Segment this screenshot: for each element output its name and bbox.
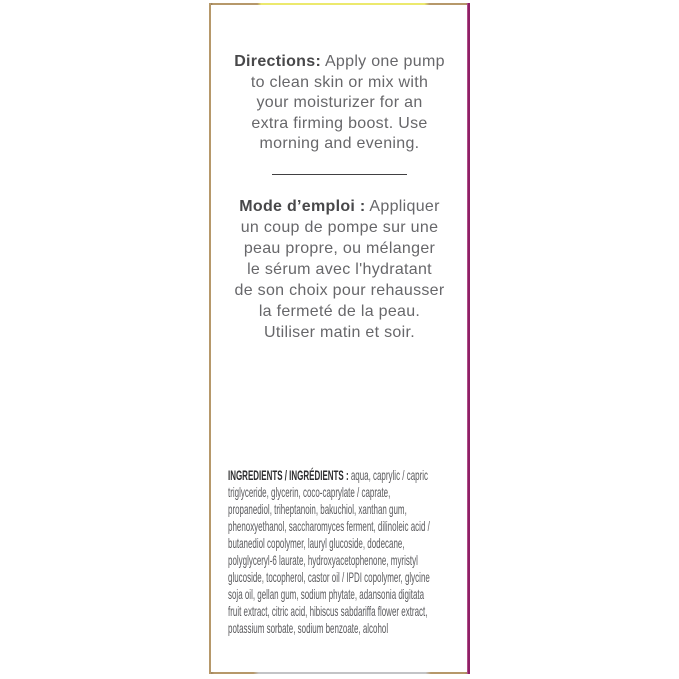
directions-line <box>209 52 470 73</box>
ingredients-line: fruit extract, citric acid, hibiscus sabdariffa flower extract, <box>228 603 428 619</box>
ingredients-label: INGREDIENTS / INGRÉDIENTS : <box>228 467 349 483</box>
ingredients-section <box>228 467 468 637</box>
mode-line: peau propre, ou mélanger <box>243 240 436 257</box>
ingredients-line: phenoxyethanol, saccharomyces ferment, dilinoleic acid / <box>228 518 430 534</box>
section-divider <box>272 174 407 175</box>
label-panel <box>209 3 470 674</box>
directions-line: morning and evening. <box>259 135 420 152</box>
mode-text: Appliquer <box>369 198 440 215</box>
ingredients-line: glucoside, tocopherol, castor oil / IPDI copolymer, glycine <box>228 569 430 585</box>
ingredients-line <box>228 467 428 484</box>
mode-line: le sérum avec l'hydratant <box>247 261 432 278</box>
ingredients-line: triglyceride, glycerin, coco-caprylate / caprate, <box>228 484 391 500</box>
directions-line: to clean skin or mix with <box>250 73 429 91</box>
directions-line: extra firming boost. Use <box>251 114 428 132</box>
ingredients-line: propanediol, triheptanoin, bakuchiol, xanthan gum, <box>228 501 407 517</box>
ingredients-text: aqua, caprylic / capric <box>350 467 428 483</box>
directions-section <box>209 52 470 155</box>
mode-demploi-section <box>209 196 470 343</box>
mode-line: la fermeté de la peau. <box>258 303 421 320</box>
mode-demploi-label: Mode d’emploi : <box>239 198 366 215</box>
ingredients-line: butanediol copolymer, lauryl glucoside, dodecane, <box>228 535 405 551</box>
mode-line: un coup de pompe sur une <box>240 219 439 236</box>
directions-line: your moisturizer for an <box>256 94 423 111</box>
directions-text: Apply one pump <box>324 53 445 70</box>
ingredients-line: polyglyceryl-6 laurate, hydroxyacetophenone, myristyl <box>228 552 418 568</box>
ingredients-line: potassium sorbate, sodium benzoate, alcohol <box>228 620 389 636</box>
ingredients-line: soja oil, gellan gum, sodium phytate, adansonia digitata <box>228 586 425 602</box>
mode-line <box>209 196 470 217</box>
mode-line: Utiliser matin et soir. <box>264 324 415 341</box>
bottom-fold-edge <box>209 672 470 674</box>
directions-label: Directions: <box>234 53 322 70</box>
top-fold-edge <box>209 3 470 5</box>
mode-line: de son choix pour rehausser <box>234 282 445 299</box>
